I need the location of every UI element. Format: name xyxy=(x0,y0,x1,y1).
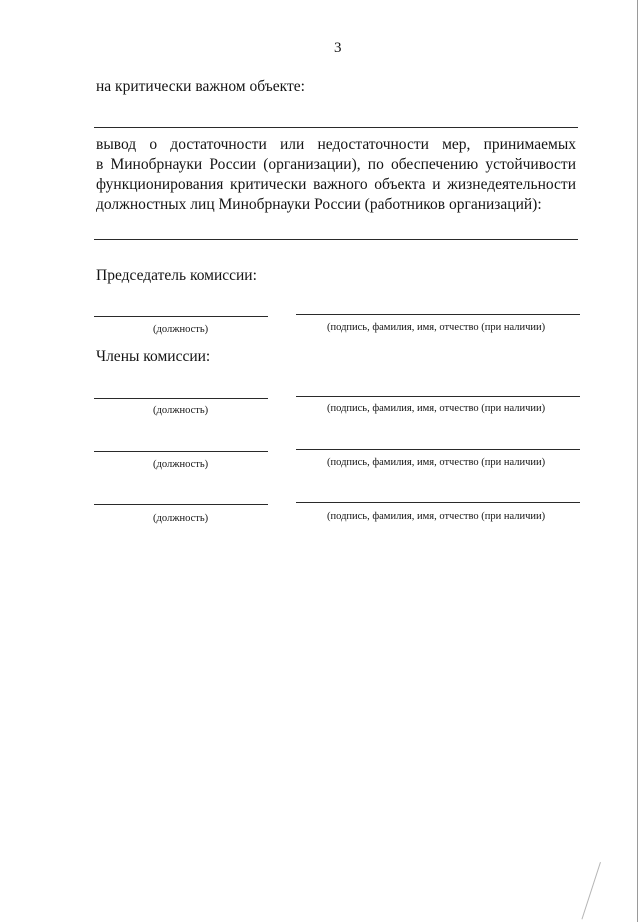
conclusion-line: должностных лиц Минобрнауки России (работников организаций): xyxy=(96,196,542,213)
conclusion-line: функционирования критически важного объекта и жизнедеятельности xyxy=(96,176,576,193)
member-signature-line xyxy=(296,502,580,503)
member-position-line xyxy=(94,398,268,399)
conclusion-line: вывод о достаточности или недостаточности мер, принимаемых xyxy=(96,136,576,153)
conclusion-line: в Минобрнауки России (организации), по обеспечению устойчивости xyxy=(96,156,576,173)
member-position-caption: (должность) xyxy=(153,459,209,470)
members-label: Члены комиссии: xyxy=(96,348,211,365)
member-position-line xyxy=(94,451,268,452)
member-signature-line xyxy=(296,396,580,397)
member-signature-line xyxy=(296,449,580,450)
scan-edge xyxy=(637,0,638,922)
member-signature-caption: (подпись, фамилия, имя, отчество (при наличии) xyxy=(327,403,546,414)
conclusion-paragraph xyxy=(96,135,576,215)
chairman-label: Председатель комиссии: xyxy=(96,267,257,284)
chairman-signature-caption: (подпись, фамилия, имя, отчество (при наличии) xyxy=(327,322,546,333)
object-label: на критически важном объекте: xyxy=(96,78,305,95)
member-position-caption: (должность) xyxy=(153,405,209,416)
member-position-line xyxy=(94,504,268,505)
chairman-position-line xyxy=(94,316,268,317)
member-position-caption: (должность) xyxy=(153,513,209,524)
conclusion-fill-line xyxy=(94,239,578,240)
page-number: 3 xyxy=(334,40,342,56)
member-signature-caption: (подпись, фамилия, имя, отчество (при наличии) xyxy=(327,457,546,468)
chairman-signature-line xyxy=(296,314,580,315)
chairman-position-caption: (должность) xyxy=(153,324,209,335)
scan-fold-mark xyxy=(581,862,600,919)
member-signature-caption: (подпись, фамилия, имя, отчество (при наличии) xyxy=(327,511,546,522)
object-fill-line xyxy=(94,127,578,128)
